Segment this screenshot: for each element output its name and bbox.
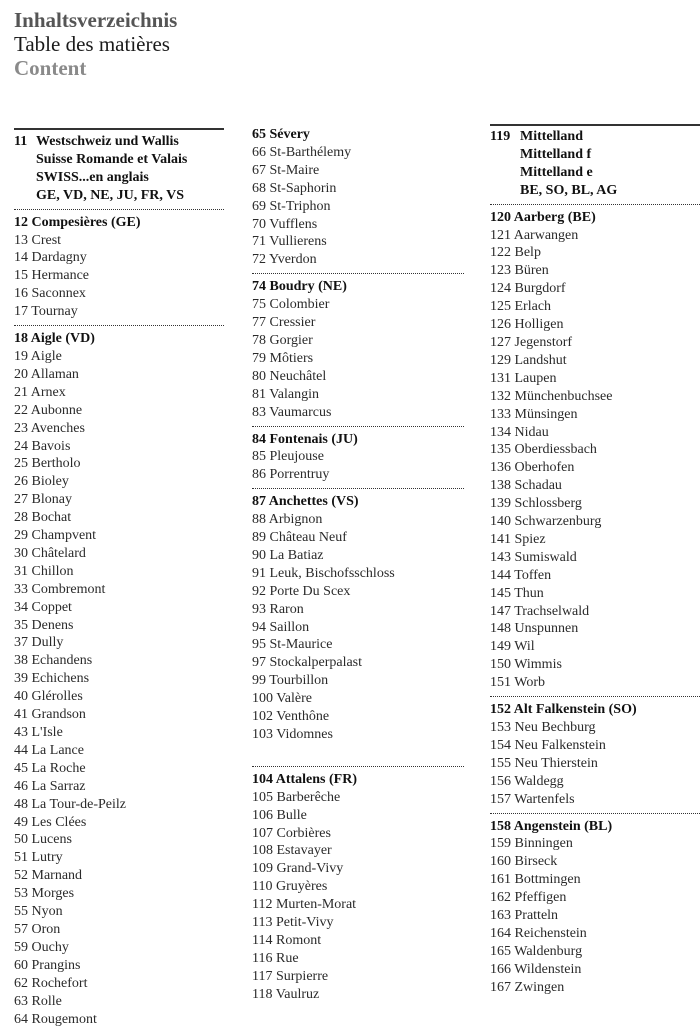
title-english: Content — [14, 56, 87, 80]
toc-entry: 95 St-Maurice — [252, 637, 333, 653]
toc-entry: 107 Corbières — [252, 825, 331, 841]
section-heading: 104 Attalens (FR) — [252, 771, 357, 787]
dotted-separator — [252, 488, 464, 489]
region-number: 119 — [490, 129, 511, 144]
toc-entry: 67 St-Maire — [252, 162, 320, 178]
toc-entry: 53 Morges — [14, 886, 75, 902]
toc-entry: 97 Stockalperpalast — [252, 655, 363, 671]
toc-entry: 156 Waldegg — [490, 773, 564, 789]
toc-entry: 148 Unspunnen — [490, 621, 579, 637]
toc-entry: 28 Bochat — [14, 510, 72, 526]
toc-entry: 91 Leuk, Bischofsschloss — [252, 565, 395, 581]
toc-entry: 127 Jegenstorf — [490, 334, 573, 350]
toc-entry: 79 Môtiers — [252, 350, 314, 366]
toc-entry: 68 St-Saphorin — [252, 180, 337, 196]
toc-entry: 138 Schadau — [490, 478, 562, 494]
toc-entry: 164 Reichenstein — [490, 925, 587, 941]
toc-entry: 75 Colombier — [252, 297, 330, 313]
dotted-separator — [252, 273, 464, 274]
toc-entry: 29 Champvent — [14, 528, 97, 544]
toc-entry: 46 La Sarraz — [14, 778, 86, 794]
toc-entry: 106 Bulle — [252, 807, 307, 823]
toc-entry: 80 Neuchâtel — [252, 368, 327, 384]
section-heading: 158 Angenstein (BL) — [490, 818, 613, 834]
toc-entry: 153 Neu Bechburg — [490, 720, 596, 735]
section-heading: 120 Aarberg (BE) — [490, 209, 596, 225]
toc-entry: 160 Birseck — [490, 854, 558, 870]
toc-entry: 154 Neu Falkenstein — [490, 737, 606, 753]
toc-entry: 145 Thun — [490, 585, 544, 601]
toc-entry: 20 Allaman — [14, 366, 79, 382]
toc-entry: 124 Burgdorf — [490, 281, 566, 297]
toc-entry: 19 Aigle — [14, 348, 62, 364]
toc-entry: 94 Saillon — [252, 619, 310, 635]
toc-entry: 50 Lucens — [14, 832, 72, 848]
toc-entry: 86 Porrentruy — [252, 467, 330, 483]
toc-entry: 21 Arnex — [14, 384, 66, 400]
toc-entry: 135 Oberdiessbach — [490, 442, 597, 458]
toc-entry: 126 Holligen — [490, 317, 564, 333]
toc-entry: 147 Trachselwald — [490, 603, 590, 619]
section-heading: 74 Boudry (NE) — [252, 279, 347, 295]
toc-entry: 49 Les Clées — [14, 814, 87, 830]
toc-group — [14, 214, 224, 321]
toc-entry: 70 Vufflens — [252, 216, 318, 232]
toc-entry: 143 Sumiswald — [490, 549, 577, 565]
toc-entry: 93 Raron — [252, 601, 304, 617]
toc-entry: 57 Oron — [14, 921, 61, 937]
toc-entry: 62 Rochefort — [14, 975, 88, 991]
toc-entry: 133 Münsingen — [490, 406, 578, 422]
toc-entry: 105 Barberêche — [252, 789, 341, 805]
toc-entry: 108 Estavayer — [252, 843, 332, 859]
toc-entry: 122 Belp — [490, 245, 541, 261]
toc-entry: 51 Lutry — [14, 850, 63, 866]
toc-entry: 55 Nyon — [14, 904, 63, 920]
dotted-separator — [490, 204, 700, 205]
toc-entry: 149 Wil — [490, 639, 535, 655]
toc-entry: 139 Schlossberg — [490, 496, 582, 512]
toc-entry: 103 Vidomnes — [252, 727, 333, 742]
toc-entry: 162 Pfeffigen — [490, 890, 567, 906]
region-title-line: SWISS...en anglais — [36, 169, 149, 185]
toc-entry: 13 Crest — [14, 232, 62, 248]
toc-entry: 114 Romont — [252, 932, 322, 948]
region-title: Westschweiz und Wallis — [36, 134, 179, 149]
region-title-line: Suisse Romande et Valais — [36, 151, 188, 167]
toc-entry: 141 Spiez — [490, 531, 546, 547]
toc-entry: 30 Châtelard — [14, 545, 86, 561]
region-title: Mittelland — [520, 129, 583, 144]
toc-group — [490, 818, 700, 997]
toc-entry: 134 Nidau — [490, 424, 549, 440]
toc-entry: 41 Grandson — [14, 707, 86, 723]
region-cantons: GE, VD, NE, JU, FR, VS — [36, 187, 185, 203]
toc-entry: 109 Grand-Vivy — [252, 861, 344, 877]
toc-entry: 33 Combremont — [14, 581, 106, 597]
region-heading — [490, 128, 700, 200]
dotted-separator — [252, 766, 464, 767]
toc-entry: 155 Neu Thierstein — [490, 755, 598, 771]
toc-entry: 151 Worb — [490, 675, 546, 691]
region-title-line: Mittelland e — [520, 164, 593, 180]
toc-entry: 121 Aarwangen — [490, 227, 579, 243]
toc-entry: 85 Pleujouse — [252, 449, 324, 465]
toc-titles — [14, 8, 177, 80]
toc-entry: 23 Avenches — [14, 420, 85, 436]
dotted-separator — [14, 209, 224, 210]
title-french: Table des matières — [14, 32, 170, 56]
toc-column-1 — [14, 128, 224, 1028]
region-title-line: Mittelland f — [520, 146, 592, 162]
toc-entry: 81 Valangin — [252, 386, 320, 402]
toc-entry: 52 Marnand — [14, 868, 83, 884]
dotted-separator — [14, 325, 224, 326]
toc-entry: 117 Surpierre — [252, 968, 329, 984]
toc-entry: 40 Glérolles — [14, 689, 83, 705]
toc-entry: 34 Coppet — [14, 599, 72, 615]
toc-entry: 118 Vaulruz — [252, 986, 320, 1002]
toc-entry: 22 Aubonne — [14, 402, 83, 418]
toc-entry: 140 Schwarzenburg — [490, 514, 602, 530]
toc-group — [490, 701, 700, 808]
toc-entry: 112 Murten-Morat — [252, 897, 357, 913]
toc-entry: 59 Ouchy — [14, 939, 69, 955]
toc-entry: 99 Tourbillon — [252, 673, 329, 689]
toc-entry: 136 Oberhofen — [490, 460, 575, 476]
toc-entry: 31 Chillon — [14, 563, 74, 579]
toc-entry: 167 Zwingen — [490, 979, 565, 995]
dotted-separator — [490, 813, 700, 814]
toc-entry: 39 Echichens — [14, 671, 90, 687]
toc-entry: 78 Gorgier — [252, 332, 313, 348]
toc-entry: 72 Yverdon — [252, 252, 317, 268]
toc-entry: 14 Dardagny — [14, 250, 87, 266]
toc-entry: 92 Porte Du Scex — [252, 583, 351, 599]
toc-entry: 38 Echandens — [14, 653, 93, 669]
toc-entry: 17 Tournay — [14, 304, 78, 320]
toc-group — [252, 431, 464, 485]
toc-entry: 24 Bavois — [14, 438, 71, 454]
toc-entry: 116 Rue — [252, 950, 299, 966]
toc-entry: 166 Wildenstein — [490, 961, 582, 977]
toc-entry: 113 Petit-Vivy — [252, 915, 334, 931]
region-cantons: BE, SO, BL, AG — [520, 182, 618, 198]
toc-column-3 — [490, 124, 700, 997]
toc-entry: 89 Château Neuf — [252, 530, 347, 546]
toc-entry: 150 Wimmis — [490, 657, 562, 673]
toc-entry: 165 Waldenburg — [490, 943, 583, 959]
toc-entry: 100 Valère — [252, 691, 312, 707]
toc-entry: 26 Bioley — [14, 474, 69, 490]
toc-entry: 144 Toffen — [490, 567, 552, 583]
toc-column-2 — [252, 126, 464, 1004]
toc-entry: 43 L'Isle — [14, 725, 63, 740]
toc-entry: 35 Denens — [14, 617, 74, 633]
toc-entry: 88 Arbignon — [252, 512, 323, 528]
toc-entry: 45 La Roche — [14, 760, 86, 776]
toc-entry: 69 St-Triphon — [252, 198, 331, 214]
toc-group — [252, 278, 464, 421]
toc-entry: 163 Pratteln — [490, 908, 559, 924]
section-heading: 84 Fontenais (JU) — [252, 431, 358, 447]
toc-entry: 60 Prangins — [14, 957, 81, 973]
toc-entry: 44 La Lance — [14, 742, 84, 758]
dotted-separator — [490, 696, 700, 697]
toc-entry: 27 Blonay — [14, 492, 72, 508]
toc-entry: 157 Wartenfels — [490, 791, 575, 807]
toc-entry: 63 Rolle — [14, 993, 62, 1009]
toc-entry: 66 St-Barthélemy — [252, 144, 352, 160]
toc-entry: 110 Gruyères — [252, 879, 328, 895]
toc-entry: 161 Bottmingen — [490, 872, 581, 888]
section-heading: 65 Sévery — [252, 127, 310, 142]
toc-entry: 83 Vaumarcus — [252, 404, 332, 420]
toc-entry: 131 Laupen — [490, 370, 557, 386]
region-number: 11 — [14, 134, 28, 149]
toc-entry: 64 Rougemont — [14, 1011, 97, 1027]
section-heading: 18 Aigle (VD) — [14, 331, 95, 347]
toc-group — [252, 771, 464, 1004]
toc-entry: 102 Venthône — [252, 709, 330, 725]
toc-entry: 123 Büren — [490, 263, 549, 279]
column-top-rule — [14, 128, 224, 130]
section-heading: 12 Compesières (GE) — [14, 214, 141, 230]
title-german: Inhaltsverzeichnis — [14, 8, 178, 32]
toc-group — [490, 209, 700, 692]
toc-entry: 48 La Tour-de-Peilz — [14, 796, 126, 812]
toc-entry: 16 Saconnex — [14, 286, 86, 302]
toc-entry: 159 Binningen — [490, 836, 573, 852]
spacer — [252, 744, 464, 762]
toc-entry: 15 Hermance — [14, 268, 90, 284]
toc-group — [14, 330, 224, 1028]
toc-group — [252, 493, 464, 744]
toc-entry: 37 Dully — [14, 635, 64, 651]
column-top-rule — [490, 124, 700, 126]
toc-entry: 71 Vullierens — [252, 234, 327, 250]
toc-entry: 129 Landshut — [490, 352, 567, 368]
toc-entry: 125 Erlach — [490, 299, 552, 315]
section-heading: 152 Alt Falkenstein (SO) — [490, 702, 637, 718]
toc-entry: 25 Bertholo — [14, 456, 81, 472]
dotted-separator — [252, 426, 464, 427]
toc-entry: 77 Cressier — [252, 315, 316, 331]
toc-entry: 90 La Batiaz — [252, 547, 324, 563]
region-heading — [14, 133, 224, 205]
section-heading: 87 Anchettes (VS) — [252, 494, 359, 510]
toc-group — [252, 126, 464, 269]
toc-entry: 132 Münchenbuchsee — [490, 388, 613, 404]
